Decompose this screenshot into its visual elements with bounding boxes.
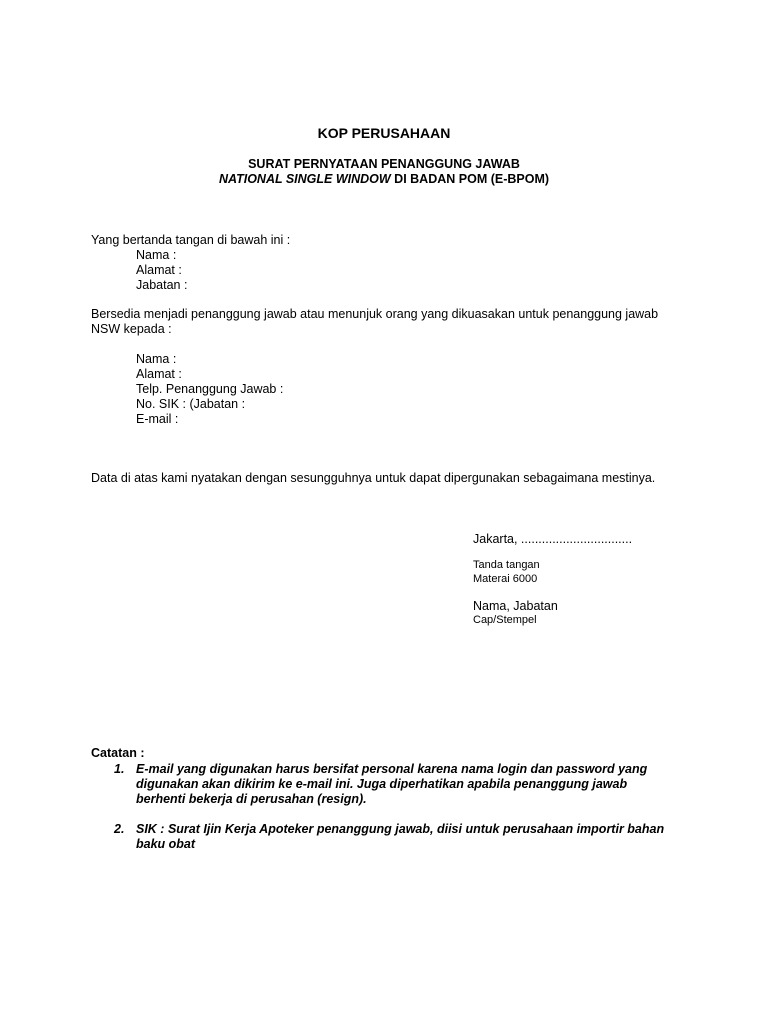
letterhead-title: KOP PERUSAHAAN xyxy=(317,125,451,141)
note-2-number: 2. xyxy=(114,822,125,836)
closing-statement: Data di atas kami nyatakan dengan sesungguhnya untuk dapat dipergunakan sebagaimana mestinya. xyxy=(91,471,656,485)
note-2-line1: SIK : Surat Ijin Kerja Apoteker penanggung jawab, diisi untuk perusahaan importir bahan xyxy=(136,822,665,836)
note-2-line2: baku obat xyxy=(136,837,196,851)
responsibility-statement-line1: Bersedia menjadi penanggung jawab atau menunjuk orang yang dikuasakan untuk penanggung jawab xyxy=(91,307,659,321)
note-1-line3: berhenti bekerja di perusahan (resign). xyxy=(136,792,367,806)
note-1-line2: digunakan akan dikirim ke e-mail ini. Juga diperhatikan apabila penanggung jawab xyxy=(136,777,628,791)
stamp-duty-label: Materai 6000 xyxy=(473,573,538,585)
signatory-intro: Yang bertanda tangan di bawah ini : xyxy=(91,233,291,247)
pic-address-field: Alamat : xyxy=(136,367,182,381)
note-1-number: 1. xyxy=(114,762,125,776)
document-title-rest: DI BADAN POM (E-BPOM) xyxy=(390,172,550,186)
document-title-line2 xyxy=(0,172,768,186)
signature-label: Tanda tangan xyxy=(473,559,540,571)
signatory-position-field: Jabatan : xyxy=(136,278,188,292)
document-title-line1: SURAT PERNYATAAN PENANGGUNG JAWAB xyxy=(248,157,520,171)
signatory-address-field: Alamat : xyxy=(136,263,182,277)
responsibility-statement-line2: NSW kepada : xyxy=(91,322,172,336)
name-position-label: Nama, Jabatan xyxy=(473,599,558,613)
pic-email-field: E-mail : xyxy=(136,412,179,426)
note-1-line1: E-mail yang digunakan harus bersifat personal karena nama login dan password yang xyxy=(136,762,648,776)
pic-phone-field: Telp. Penanggung Jawab : xyxy=(136,382,284,396)
document-title-italic: NATIONAL SINGLE WINDOW xyxy=(218,172,391,186)
pic-name-field: Nama : xyxy=(136,352,177,366)
company-stamp-label: Cap/Stempel xyxy=(473,614,537,626)
place-date-line: Jakarta, ................................ xyxy=(473,532,633,546)
signatory-name-field: Nama : xyxy=(136,248,177,262)
notes-heading: Catatan : xyxy=(91,746,145,760)
pic-sik-field: No. SIK : (Jabatan : xyxy=(136,397,246,411)
